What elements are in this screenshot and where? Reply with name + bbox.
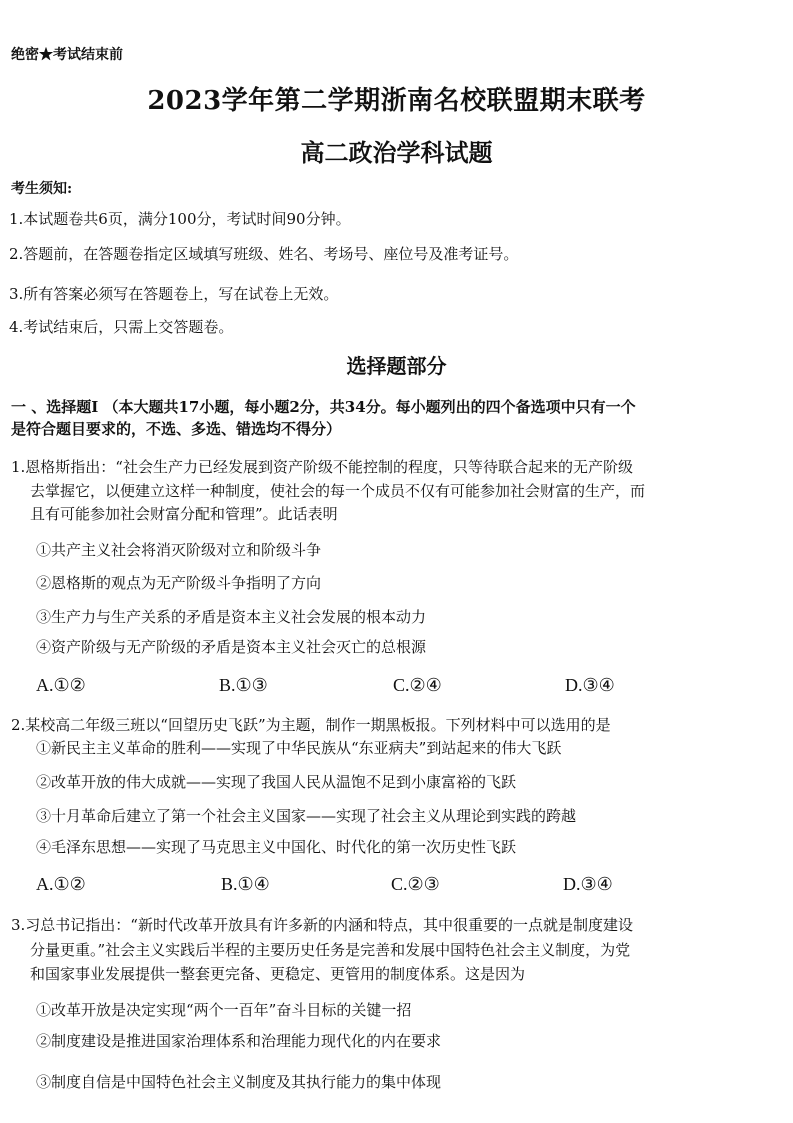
question-1-choice-b: B.①③ — [219, 675, 268, 695]
question-2-choice-a: A.①② — [36, 874, 86, 894]
question-1-choice-d: D.③④ — [565, 675, 615, 695]
question-1-option: ②恩格斯的观点为无产阶级斗争指明了方向 — [36, 574, 322, 592]
question-2-option: ③十月革命后建立了第一个社会主义国家——实现了社会主义从理论到实践的跨越 — [36, 807, 577, 825]
question-1-option: ①共产主义社会将消灭阶级对立和阶级斗争 — [36, 541, 322, 559]
question-1-choice-a: A.①② — [36, 675, 86, 695]
question-2-stem: 2.某校高二年级三班以“回望历史飞跃”为主题，制作一期黑板报。下列材料中可以选用的是 — [11, 716, 611, 734]
confidential-mark: 绝密★考试结束前 — [11, 47, 123, 63]
notice-item: 1.本试题卷共6页，满分100分，考试时间90分钟。 — [9, 210, 351, 228]
exam-subtitle: 高二政治学科试题 — [300, 138, 493, 167]
question-2-choice-c: C.②③ — [391, 874, 440, 894]
part-heading-line2: 是符合题目要求的，不选、多选、错选均不得分） — [11, 420, 342, 438]
question-1-stem: 去掌握它，以便建立这样一种制度，使社会的每一个成员不仅有可能参加社会财富的生产，而 — [30, 482, 646, 500]
notice-item: 3.所有答案必须写在答题卷上，写在试卷上无效。 — [9, 285, 339, 303]
question-2-choice-b: B.①④ — [221, 874, 270, 894]
notice-heading: 考生须知: — [11, 181, 73, 197]
question-3-stem: 3.习总书记指出：“新时代改革开放具有许多新的内涵和特点，其中很重要的一点就是制度建设 — [11, 916, 633, 934]
question-2-choice-d: D.③④ — [563, 874, 613, 894]
question-2-option: ④毛泽东思想——实现了马克思主义中国化、时代化的第一次历史性飞跃 — [36, 838, 517, 856]
question-2-option: ①新民主主义革命的胜利——实现了中华民族从“东亚病夫”到站起来的伟大飞跃 — [36, 739, 562, 757]
question-1-stem: 1.恩格斯指出：“社会生产力已经发展到资产阶级不能控制的程度，只等待联合起来的无产阶级 — [11, 458, 633, 476]
question-3-stem: 分量更重。”社会主义实践后半程的主要历史任务是完善和发展中国特色社会主义制度，为党 — [30, 941, 631, 959]
notice-item: 2.答题前，在答题卷指定区域填写班级、姓名、考场号、座位号及准考证号。 — [9, 245, 519, 263]
exam-title: 2023学年第二学期浙南名校联盟期末联考 — [147, 86, 646, 116]
notice-item: 4.考试结束后，只需上交答题卷。 — [9, 318, 234, 336]
question-3-option: ②制度建设是推进国家治理体系和治理能力现代化的内在要求 — [36, 1032, 442, 1050]
question-1-choice-c: C.②④ — [393, 675, 442, 695]
question-3-stem: 和国家事业发展提供一整套更完备、更稳定、更管用的制度体系。这是因为 — [30, 965, 526, 983]
question-1-option: ④资产阶级与无产阶级的矛盾是资本主义社会灭亡的总根源 — [36, 638, 427, 656]
question-3-option: ①改革开放是决定实现“两个一百年”奋斗目标的关键一招 — [36, 1001, 412, 1019]
question-2-option: ②改革开放的伟大成就——实现了我国人民从温饱不足到小康富裕的飞跃 — [36, 773, 517, 791]
question-3-option: ③制度自信是中国特色社会主义制度及其执行能力的集中体现 — [36, 1073, 442, 1091]
question-1-stem: 且有可能参加社会财富分配和管理”。此话表明 — [30, 505, 338, 523]
section-title: 选择题部分 — [346, 354, 447, 378]
part-heading-line1: 一 、选择题Ⅰ （本大题共17小题，每小题2分，共34分。每小题列出的四个备选项中只有一个 — [11, 398, 636, 416]
question-1-option: ③生产力与生产关系的矛盾是资本主义社会发展的根本动力 — [36, 608, 427, 626]
